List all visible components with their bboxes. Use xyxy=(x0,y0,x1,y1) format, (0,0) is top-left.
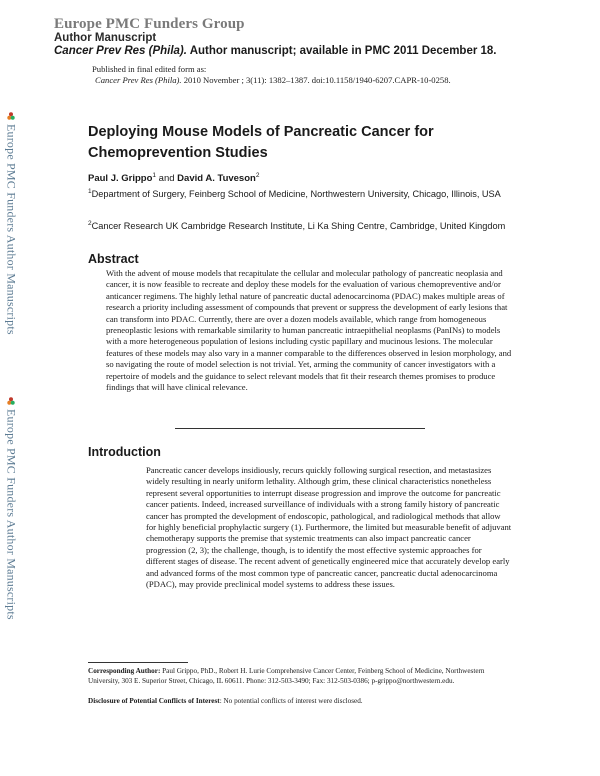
author-name: David A. Tuveson xyxy=(177,173,256,185)
affiliation-1 xyxy=(88,186,528,201)
abstract-text: With the advent of mouse models that recapitulate the cellular and molecular pathology of pancreatic neoplasia and cancer, it is now feasible to recreate and deploy these models for the evaluation of various chemopreventive and/or anticancer regimens. The highly lethal nature of pancreatic ductal adenocarcinoma (PDAC) makes multiple areas of research a priority including assessment of compounds that prevent or suppress the development of early lesions that can transform into PDAC. Currently, there are over a dozen models available, which range from homogeneous preneoplastic lesions with remarkable similarity to human pancreatic intraepithelial neoplasms (PanINs) to models with a more heterogeneous population of lesions including cystic papillary and mucinous lesions. The molecular features of these models may also vary in a manner comparable to the differences observed in lesion morphology, and so navigating the route of model selection is not trivial. Yet, arming the community of cancer investigators with a repertoire of models and the guidance to select relevant models that fit their research themes promises to produce findings that will have clinical relevance. xyxy=(106,268,512,393)
author-list xyxy=(88,172,259,184)
footnote-text: Paul Grippo, PhD., Robert H. Lurie Comprehensive Cancer Center, Feinberg School of Medicine, Northwestern University, 303 E. Superior Street, Chicago, IL 60611. Phone: 312-503-3490; Fax: 312-503-0386; p-grippo@northwestern.edu. xyxy=(88,667,485,685)
published-in-block xyxy=(92,64,451,86)
journal-availability-line xyxy=(54,45,497,57)
introduction-text: Pancreatic cancer develops insidiously, recurs quickly following surgical resection, and metastasizes widely resulting in nearly uniform lethality. Although grim, these clinical characteristics nonetheless represent several opportunities to interrupt disease progression and improve the outcome for pancreatic cancer patients. Indeed, increased surveillance of individuals with a strong family history of pancreatic cancer has prompted the development of endoscopic, pathological, and radiological methods that allow for highly beneficial prophylactic surgery (1). Furthermore, the limited but measurable benefit of adjuvant chemotherapy supports the premise that systemic treatments can also impact pancreatic cancer progression (2, 3); the challenge, though, is to identify the most effective systemic approaches for different stages of disease. The recent advent of genetically engineered mice that accurately develop early and advanced forms of the most common type of pancreatic cancer, pancreatic ductal adenocarcinoma (PDAC), may provide preclinical model systems to address these issues. xyxy=(146,465,512,590)
affiliation-marker: 1 xyxy=(152,172,157,179)
europe-pmc-logo-icon xyxy=(7,397,15,406)
citation-details: 2010 November ; 3(11): 1382–1387. doi:10.1158/1940-6207.CAPR-10-0258. xyxy=(181,75,451,85)
affiliation-marker: 2 xyxy=(255,172,260,179)
affiliation-number: 1 xyxy=(88,188,92,195)
sidebar-watermark-top xyxy=(0,112,22,402)
sidebar-text-top: Europe PMC Funders Author Manuscripts xyxy=(4,124,19,335)
footnote-label: Disclosure of Potential Conflicts of Interest xyxy=(88,697,220,705)
footnote-label: Corresponding Author: xyxy=(88,667,161,675)
published-citation xyxy=(92,75,451,86)
author-conjunction: and xyxy=(156,173,178,185)
sidebar-watermark-bottom xyxy=(0,397,22,687)
footnote-divider xyxy=(88,662,188,663)
journal-name: Cancer Prev Res (Phila). xyxy=(54,45,187,57)
conflict-disclosure-footnote xyxy=(88,697,508,707)
published-journal: Cancer Prev Res (Phila). xyxy=(95,75,182,85)
article-title: Deploying Mouse Models of Pancreatic Cancer for Chemoprevention Studies xyxy=(88,124,434,161)
abstract-divider xyxy=(175,428,425,429)
introduction-heading: Introduction xyxy=(88,445,161,459)
sidebar-text-bottom: Europe PMC Funders Author Manuscripts xyxy=(4,409,19,620)
affiliation-text: Department of Surgery, Feinberg School of Medicine, Northwestern University, Chicago, Illinois, USA xyxy=(91,189,501,200)
corresponding-author-footnote xyxy=(88,667,508,686)
author-manuscript-label: Author Manuscript xyxy=(54,32,157,44)
author-name: Paul J. Grippo xyxy=(88,173,153,185)
affiliation-2 xyxy=(88,218,528,233)
published-intro: Published in final edited form as: xyxy=(92,64,207,74)
affiliation-number: 2 xyxy=(88,220,92,227)
europe-pmc-logo-icon xyxy=(7,112,15,121)
abstract-heading: Abstract xyxy=(88,252,139,266)
footnote-text: : No potential conflicts of interest were disclosed. xyxy=(219,697,363,705)
affiliation-text: Cancer Research UK Cambridge Research Institute, Li Ka Shing Centre, Cambridge, United Kingdom xyxy=(91,221,506,232)
availability-note: Author manuscript; available in PMC 2011 December 18. xyxy=(186,45,497,57)
funders-group-header: Europe PMC Funders Group xyxy=(54,16,245,32)
